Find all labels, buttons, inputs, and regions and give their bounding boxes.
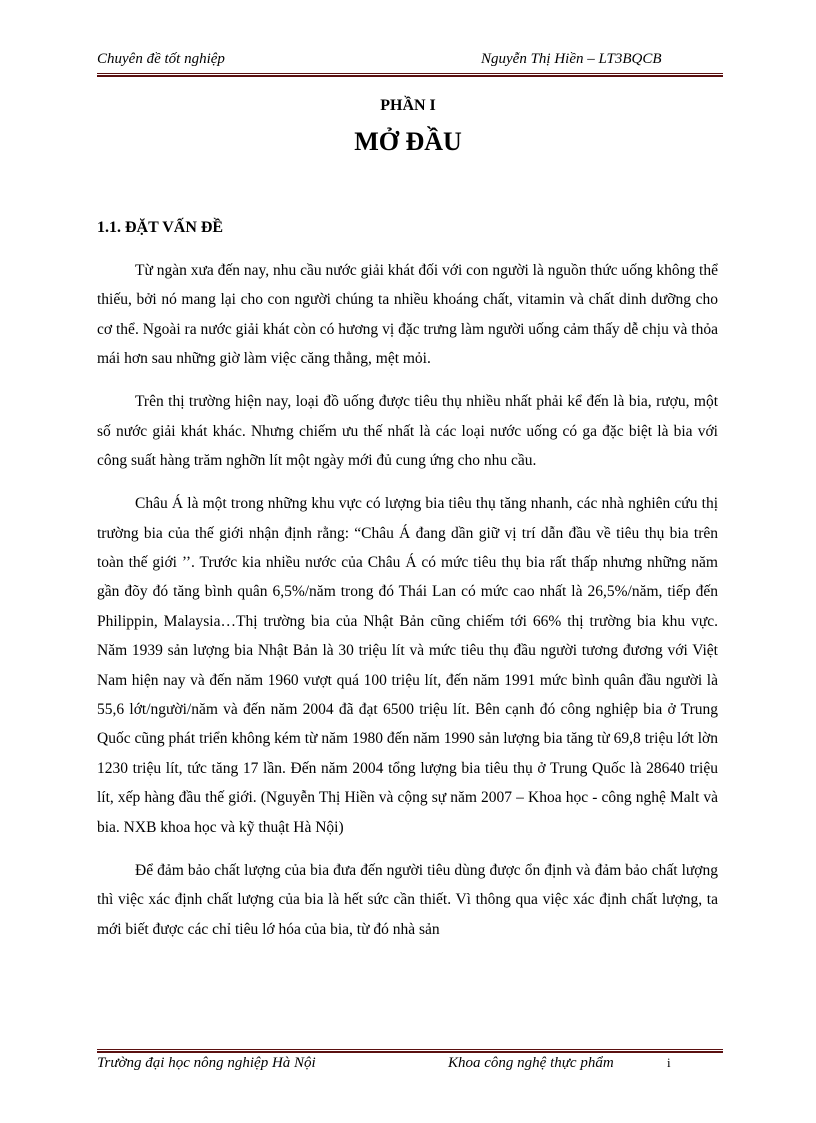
- paragraph: Để đảm bảo chất lượng của bia đưa đến người tiêu dùng được ổn định và đảm bảo chất lượng thì việc xác định chất lượng của bia là hết sức cần thiết. Vì thông qua việc xác định chất lượng, ta mới biết được các chỉ tiêu lớ hóa của bia, từ đó nhà sản: [97, 861, 718, 938]
- page-footer: [97, 1053, 722, 1077]
- paragraph: Trên thị trường hiện nay, loại đồ uống được tiêu thụ nhiều nhất phải kể đến là bia, rượu, một số nước giải khát khác. Nhưng chiếm ưu thế nhất là các loại nước uống có ga đặc biệt là bia với công suất hàng trăm nghỡn lít một ngày mới đủ cung ứng cho nhu cầu.: [97, 393, 718, 470]
- body-text: [97, 256, 718, 958]
- paragraph: Từ ngàn xưa đến nay, nhu cầu nước giải khát đối với con người là nguồn thức uống không thể thiếu, bởi nó mang lại cho con người chúng ta nhiều khoáng chất, vitamin và chất dinh dưỡng cho cơ thể. Ngoài ra nước giải khát còn có hương vị đặc trưng làm người uống cảm thấy dễ chịu và thỏa mái hơn sau những giờ làm việc căng thẳng, mệt mỏi.: [97, 262, 718, 368]
- section-heading: 1.1. ĐẶT VẤN ĐỀ: [97, 219, 224, 236]
- header-document-type: Chuyên đề tốt nghiệp: [97, 51, 225, 67]
- chapter-title: MỞ ĐẦU: [354, 127, 462, 156]
- header-author: Nguyễn Thị Hiền – LT3BQCB: [481, 51, 662, 67]
- page-header: [97, 49, 722, 73]
- part-label: PHẦN I: [380, 97, 436, 114]
- footer-faculty: Khoa công nghệ thực phẩm: [448, 1055, 614, 1071]
- footer-university: Trường đại học nông nghiệp Hà Nội: [97, 1055, 316, 1071]
- paragraph: Châu Á là một trong những khu vực có lượng bia tiêu thụ tăng nhanh, các nhà nghiên cứu thị trường bia của thế giới nhận định rằng: “Châu Á đang dần giữ vị trí dẫn đầu về tiêu thụ bia trên toàn thế giới ’’. Trước kia nhiều nước của Châu Á có mức tiêu thụ bia rất thấp nhưng những năm gần đõy đó tăng bình quân 6,5%/năm trong đó Thái Lan có mức cao nhất là 26,5%/năm, tiếp đến Philippin, Malaysia…Thị trường bia của Nhật Bản cũng chiếm tới 66% thị trường bia khu vực. Năm 1939 sản lượng bia Nhật Bản là 30 triệu lít và mức tiêu thụ đầu người tương đương với Việt Nam hiện nay và đến năm 1960 vượt quá 100 triệu lít, đến năm 1991 mức bình quân đầu người là 55,6 lớt/người/năm và đến năm 2004 đã đạt 6500 triệu lít. Bên cạnh đó công nghiệp bia ở Trung Quốc cũng phát triển không kém từ năm 1980 đến năm 1990 sản lượng bia tăng từ 69,8 triệu lớt lờn 1230 triệu lít, tức tăng 17 lần. Đến năm 2004 tổng lượng bia tiêu thụ ở Trung Quốc là 28640 triệu lít, xếp hàng đầu thế giới. (Nguyễn Thị Hiền và cộng sự năm 2007 – Khoa học - công nghệ Malt và bia. NXB khoa học và kỹ thuật Hà Nội): [97, 495, 718, 836]
- page-number: i: [667, 1055, 671, 1070]
- header-rule: [97, 73, 723, 77]
